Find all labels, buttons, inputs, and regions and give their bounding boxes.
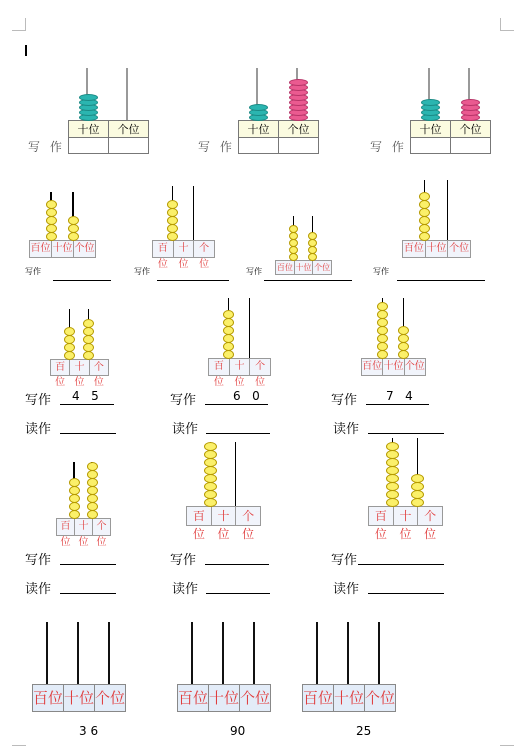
ones-label: 个位: [240, 689, 271, 707]
write-label-r3-3: 写作: [331, 393, 358, 408]
tens-bead: [46, 208, 57, 217]
read-label-r3-3: 读作: [333, 422, 360, 437]
tens-bead: [64, 343, 75, 352]
ones-rod: [249, 298, 251, 358]
tens-bead: [204, 442, 217, 451]
tens-bead: [419, 224, 430, 233]
ones-rod: [126, 68, 128, 120]
write-label-r4-1: 写作: [25, 553, 52, 568]
tens-label: 十位: [52, 241, 74, 257]
tens-label: 十位: [383, 359, 404, 375]
write-answer-r4-3[interactable]: [358, 550, 444, 565]
ones-rod: [193, 186, 195, 240]
write-label-r3-1: 写作: [25, 393, 52, 408]
tens-bead: [79, 94, 98, 101]
write-label-r2-4: 写作: [373, 267, 389, 276]
hundreds-label: 百位: [276, 263, 293, 272]
tens-bead: [69, 486, 80, 495]
write-answer-r2-3[interactable]: [264, 266, 352, 281]
hundreds-label: 百位: [178, 685, 209, 711]
write-answer-r2-4[interactable]: [397, 266, 485, 281]
tens-bead: [377, 318, 388, 327]
hundreds-label: 百位: [30, 241, 52, 257]
place-value-table: [238, 120, 319, 154]
tens-rod: [77, 622, 79, 684]
ones-label: 个位: [424, 509, 437, 541]
ones-rod: [378, 622, 380, 684]
tens-header: 十位: [239, 121, 279, 138]
ones-label: 个位: [199, 243, 210, 270]
ones-bead: [411, 474, 424, 483]
tens-bead: [69, 510, 80, 519]
write-answer-r3-1[interactable]: [60, 390, 114, 405]
target-number-1: 3 6: [79, 724, 99, 738]
written-value-r3-2: 6 0: [233, 389, 260, 403]
ones-rod: [447, 180, 449, 240]
tens-bead: [64, 351, 75, 360]
tens-cell[interactable]: [411, 138, 451, 154]
ones-label: 个位: [314, 263, 331, 272]
abacus-row3-3: [361, 296, 425, 376]
hundreds-label: 百位: [362, 359, 383, 375]
tens-bead: [204, 466, 217, 475]
tens-bead: [386, 482, 399, 491]
top-abacus-3: [370, 68, 500, 168]
top-abacus-1: [28, 68, 158, 168]
hundreds-label: 百位: [33, 685, 64, 711]
read-label-r4-1: 读作: [25, 582, 52, 597]
write-label: 写 作: [198, 140, 235, 154]
ones-bead: [68, 224, 79, 233]
tens-bead: [386, 474, 399, 483]
ones-cell[interactable]: [451, 138, 491, 154]
abacus-row2-3: [275, 195, 331, 275]
tens-label: 十位: [212, 507, 237, 525]
tens-label: 十位: [64, 685, 95, 711]
ones-bead: [308, 232, 317, 240]
place-value-box: [402, 240, 471, 258]
tens-bead: [167, 200, 178, 209]
ones-bead: [289, 79, 308, 86]
tens-bead: [386, 466, 399, 475]
empty-abacus-2: [177, 622, 271, 718]
abacus-row3-2: [208, 296, 270, 388]
written-value-r3-1: 4 5: [72, 389, 99, 403]
ones-rod: [235, 442, 237, 506]
crop-mark-top-left: [12, 30, 26, 31]
tens-bead: [223, 342, 234, 351]
hundreds-rod: [191, 622, 193, 684]
ones-label: 个位: [96, 521, 107, 548]
tens-bead: [419, 192, 430, 201]
abacus-row4-1: [56, 456, 110, 548]
text-cursor[interactable]: [25, 45, 27, 56]
abacus-row2-1: [29, 178, 95, 258]
read-label-r3-1: 读作: [25, 422, 52, 437]
tens-bead: [167, 208, 178, 217]
place-value-box: [208, 358, 271, 388]
write-label: 写 作: [370, 140, 407, 154]
read-answer-r4-2[interactable]: [206, 579, 270, 594]
tens-bead: [386, 490, 399, 499]
place-value-box: [152, 240, 215, 270]
tens-bead: [64, 335, 75, 344]
tens-bead: [46, 216, 57, 225]
tens-bead: [204, 458, 217, 467]
tens-bead: [69, 494, 80, 503]
tens-bead: [204, 482, 217, 491]
hundreds-label: 百位: [209, 359, 230, 375]
ones-bead: [398, 342, 409, 351]
tens-bead: [289, 246, 298, 254]
tens-rod: [222, 622, 224, 684]
ones-bead: [87, 486, 98, 495]
ones-bead: [411, 498, 424, 507]
ones-bead: [83, 335, 94, 344]
ones-header: 个位: [451, 121, 491, 138]
tens-label: 十位: [334, 685, 365, 711]
place-value-table: [68, 120, 149, 154]
tens-bead: [223, 318, 234, 327]
hundreds-rod: [316, 622, 318, 684]
abacus-row2-2: [152, 178, 214, 270]
hundreds-label: 百位: [369, 507, 394, 525]
tens-label: 十位: [230, 359, 251, 375]
read-answer-r3-1[interactable]: [60, 419, 116, 434]
read-answer-r4-1[interactable]: [60, 579, 116, 594]
tens-bead: [386, 458, 399, 467]
ones-label: 个位: [242, 509, 255, 541]
ones-cell[interactable]: [109, 138, 149, 154]
ones-label: 个位: [255, 361, 266, 388]
place-value-table: [410, 120, 491, 154]
tens-bead: [69, 502, 80, 511]
ones-bead: [87, 470, 98, 479]
read-label-r4-3: 读作: [333, 582, 360, 597]
read-label-r4-2: 读作: [172, 582, 199, 597]
tens-cell[interactable]: [239, 138, 279, 154]
ones-bead: [68, 216, 79, 225]
crop-mark-top-right-v: [500, 18, 501, 31]
ones-bead: [308, 253, 317, 261]
ones-rod: [253, 622, 255, 684]
tens-cell[interactable]: [69, 138, 109, 154]
tens-rod: [347, 622, 349, 684]
read-answer-r3-2[interactable]: [206, 419, 270, 434]
tens-bead: [377, 326, 388, 335]
ones-label: 个位: [93, 362, 104, 388]
tens-bead: [419, 208, 430, 217]
tens-bead: [64, 327, 75, 336]
tens-bead: [249, 104, 268, 111]
place-value-box: [32, 684, 126, 712]
written-value-r3-3: 7 4: [386, 389, 413, 403]
crop-mark-top-left-v: [25, 18, 26, 31]
tens-bead: [223, 310, 234, 319]
tens-header: 十位: [69, 121, 109, 138]
write-label: 写 作: [28, 140, 65, 154]
write-label-r3-2: 写作: [170, 393, 197, 408]
tens-bead: [289, 232, 298, 240]
tens-bead: [46, 224, 57, 233]
ones-bead: [83, 327, 94, 336]
ones-bead: [83, 319, 94, 328]
ones-bead: [87, 502, 98, 511]
tens-bead: [377, 334, 388, 343]
ones-bead: [87, 494, 98, 503]
tens-bead: [223, 334, 234, 343]
ones-label: 个位: [365, 689, 396, 707]
ones-rod: [108, 622, 110, 684]
tens-bead: [223, 326, 234, 335]
tens-bead: [289, 225, 298, 233]
place-value-box: [361, 358, 426, 376]
tens-bead: [377, 310, 388, 319]
tens-bead: [46, 232, 57, 241]
write-answer-r3-2[interactable]: [205, 390, 268, 405]
write-answer-r4-1[interactable]: [60, 550, 116, 565]
tens-label: 十位: [174, 241, 195, 257]
ones-bead: [398, 334, 409, 343]
crop-mark-bottom-left: [12, 745, 26, 746]
tens-label: 十位: [295, 263, 312, 272]
ones-label: 个位: [74, 243, 95, 254]
hundreds-label: 百位: [187, 507, 212, 525]
tens-bead: [386, 450, 399, 459]
target-number-3: 25: [356, 724, 372, 738]
abacus-row4-2: [186, 446, 260, 541]
crop-mark-top-right: [500, 30, 514, 31]
ones-label: 个位: [449, 243, 470, 254]
ones-bead: [308, 239, 317, 247]
write-label-r4-3: 写作: [331, 553, 358, 568]
ones-header: 个位: [109, 121, 149, 138]
ones-bead: [411, 490, 424, 499]
place-value-box: [302, 684, 396, 712]
ones-label: 个位: [95, 689, 126, 707]
hundreds-label: 百位: [51, 360, 70, 375]
tens-bead: [69, 478, 80, 487]
tens-label: 十位: [209, 685, 240, 711]
ones-bead: [308, 246, 317, 254]
ones-bead: [87, 478, 98, 487]
place-value-box: [29, 240, 96, 258]
read-answer-r4-3[interactable]: [368, 579, 444, 594]
tens-label: 十位: [70, 360, 89, 375]
ones-bead: [68, 232, 79, 241]
tens-bead: [289, 239, 298, 247]
ones-label: 个位: [404, 361, 425, 372]
write-answer-r2-2[interactable]: [157, 266, 229, 281]
tens-bead: [377, 302, 388, 311]
place-value-box: [50, 359, 109, 388]
tens-bead: [167, 216, 178, 225]
tens-bead: [377, 342, 388, 351]
tens-bead: [377, 350, 388, 359]
write-answer-r3-3[interactable]: [366, 390, 429, 405]
tens-bead: [46, 200, 57, 209]
place-value-box: [177, 684, 271, 712]
write-label-r2-3: 写作: [246, 267, 262, 276]
ones-header: 个位: [279, 121, 319, 138]
tens-label: 十位: [426, 241, 449, 257]
write-answer-r2-1[interactable]: [53, 266, 111, 281]
tens-bead: [204, 490, 217, 499]
abacus-row3-1: [50, 296, 108, 388]
ones-bead: [83, 343, 94, 352]
tens-bead: [419, 200, 430, 209]
place-value-box: [368, 506, 443, 541]
tens-label: 十位: [75, 519, 93, 535]
write-answer-r4-2[interactable]: [205, 550, 269, 565]
ones-bead: [398, 326, 409, 335]
tens-bead: [421, 99, 440, 106]
hundreds-label: 百位: [403, 241, 426, 257]
hundreds-label: 百位: [303, 685, 334, 711]
tens-bead: [167, 224, 178, 233]
ones-bead: [87, 462, 98, 471]
abacus-row2-4: [402, 178, 470, 258]
ones-bead: [411, 482, 424, 491]
empty-abacus-1: [32, 622, 126, 718]
read-label-r3-2: 读作: [172, 422, 199, 437]
tens-bead: [419, 216, 430, 225]
write-label-r4-2: 写作: [170, 553, 197, 568]
hundreds-label: 百位: [153, 241, 174, 257]
write-label-r2-2: 写作: [134, 267, 150, 276]
ones-cell[interactable]: [279, 138, 319, 154]
tens-bead: [204, 450, 217, 459]
abacus-row4-3: [368, 446, 442, 541]
hundreds-rod: [46, 622, 48, 684]
tens-label: 十位: [394, 507, 419, 525]
empty-abacus-3: [302, 622, 396, 718]
top-abacus-2: [198, 68, 328, 168]
place-value-box: [186, 506, 261, 541]
tens-bead: [204, 474, 217, 483]
tens-header: 十位: [411, 121, 451, 138]
target-number-2: 90: [230, 724, 246, 738]
tens-bead: [386, 442, 399, 451]
crop-mark-bottom-right: [500, 745, 514, 746]
hundreds-label: 百位: [57, 519, 75, 535]
place-value-box: [56, 518, 111, 548]
write-label-r2-1: 写作: [25, 267, 41, 276]
read-answer-r3-3[interactable]: [368, 419, 444, 434]
ones-bead: [461, 99, 480, 106]
ones-bead: [87, 510, 98, 519]
